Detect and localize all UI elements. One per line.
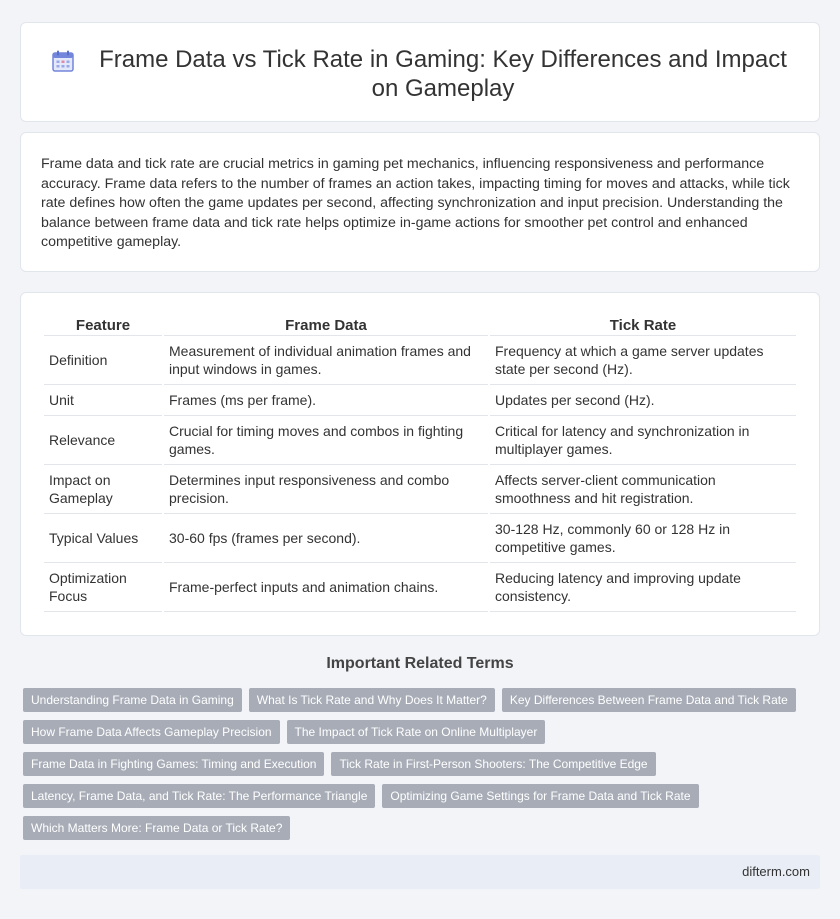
intro-card [20,132,820,272]
table-row [44,416,796,465]
row-tick-rate: Reducing latency and improving update consistency. [490,563,796,612]
row-tick-rate: 30-128 Hz, commonly 60 or 128 Hz in competitive games. [490,514,796,563]
site-link[interactable]: difterm.com [742,864,810,879]
footer [20,855,820,889]
header-frame-data: Frame Data [164,315,488,336]
row-frame-data: Frame-perfect inputs and animation chains. [164,563,488,612]
related-term-link[interactable]: Tick Rate in First-Person Shooters: The Competitive Edge [331,752,655,776]
related-terms-list [23,688,813,840]
related-terms-title: Important Related Terms [326,655,514,672]
row-feature: Impact on Gameplay [44,465,162,514]
page-title: Frame Data vs Tick Rate in Gaming: Key Differences and Impact on Gameplay [99,46,787,102]
intro-paragraph: Frame data and tick rate are crucial metrics in gaming pet mechanics, influencing responsiveness and performance accuracy. Frame data refers to the number of frames an action takes, impacting timing for moves and attacks, while tick rate defines how often the game updates per second, affecting synchronization and input precision. Understanding the balance between frame data and tick rate helps optimize in-game actions for smoother pet control and enhanced competitive gameplay. [41,156,790,250]
header-feature: Feature [44,315,162,336]
related-term-link[interactable]: Which Matters More: Frame Data or Tick Rate? [23,816,290,840]
row-frame-data: Frames (ms per frame). [164,385,488,416]
comparison-table [42,315,798,612]
row-feature: Optimization Focus [44,563,162,612]
header-card [20,22,820,122]
related-term-link[interactable]: What Is Tick Rate and Why Does It Matter? [249,688,495,712]
table-row [44,514,796,563]
row-frame-data: 30-60 fps (frames per second). [164,514,488,563]
related-term-link[interactable]: How Frame Data Affects Gameplay Precision [23,720,280,744]
related-term-link[interactable]: Frame Data in Fighting Games: Timing and Execution [23,752,324,776]
row-tick-rate: Affects server-client communication smoothness and hit registration. [490,465,796,514]
related-term-link[interactable]: Key Differences Between Frame Data and Tick Rate [502,688,796,712]
comparison-card [20,292,820,636]
row-frame-data: Crucial for timing moves and combos in fighting games. [164,416,488,465]
row-tick-rate: Critical for latency and synchronization in multiplayer games. [490,416,796,465]
table-row [44,465,796,514]
related-term-link[interactable]: Understanding Frame Data in Gaming [23,688,242,712]
table-header-row [44,315,796,336]
table-row [44,336,796,385]
related-term-link[interactable]: Optimizing Game Settings for Frame Data and Tick Rate [382,784,698,808]
row-frame-data: Determines input responsiveness and combo precision. [164,465,488,514]
row-feature: Definition [44,336,162,385]
related-term-link[interactable]: Latency, Frame Data, and Tick Rate: The Performance Triangle [23,784,375,808]
header-tick-rate: Tick Rate [490,315,796,336]
related-term-link[interactable]: The Impact of Tick Rate on Online Multiplayer [287,720,546,744]
row-feature: Relevance [44,416,162,465]
table-row [44,385,796,416]
header [21,23,819,103]
row-tick-rate: Updates per second (Hz). [490,385,796,416]
row-feature: Typical Values [44,514,162,563]
row-tick-rate: Frequency at which a game server updates state per second (Hz). [490,336,796,385]
row-frame-data: Measurement of individual animation frames and input windows in games. [164,336,488,385]
row-feature: Unit [44,385,162,416]
calendar-icon [51,49,75,73]
table-row [44,563,796,612]
